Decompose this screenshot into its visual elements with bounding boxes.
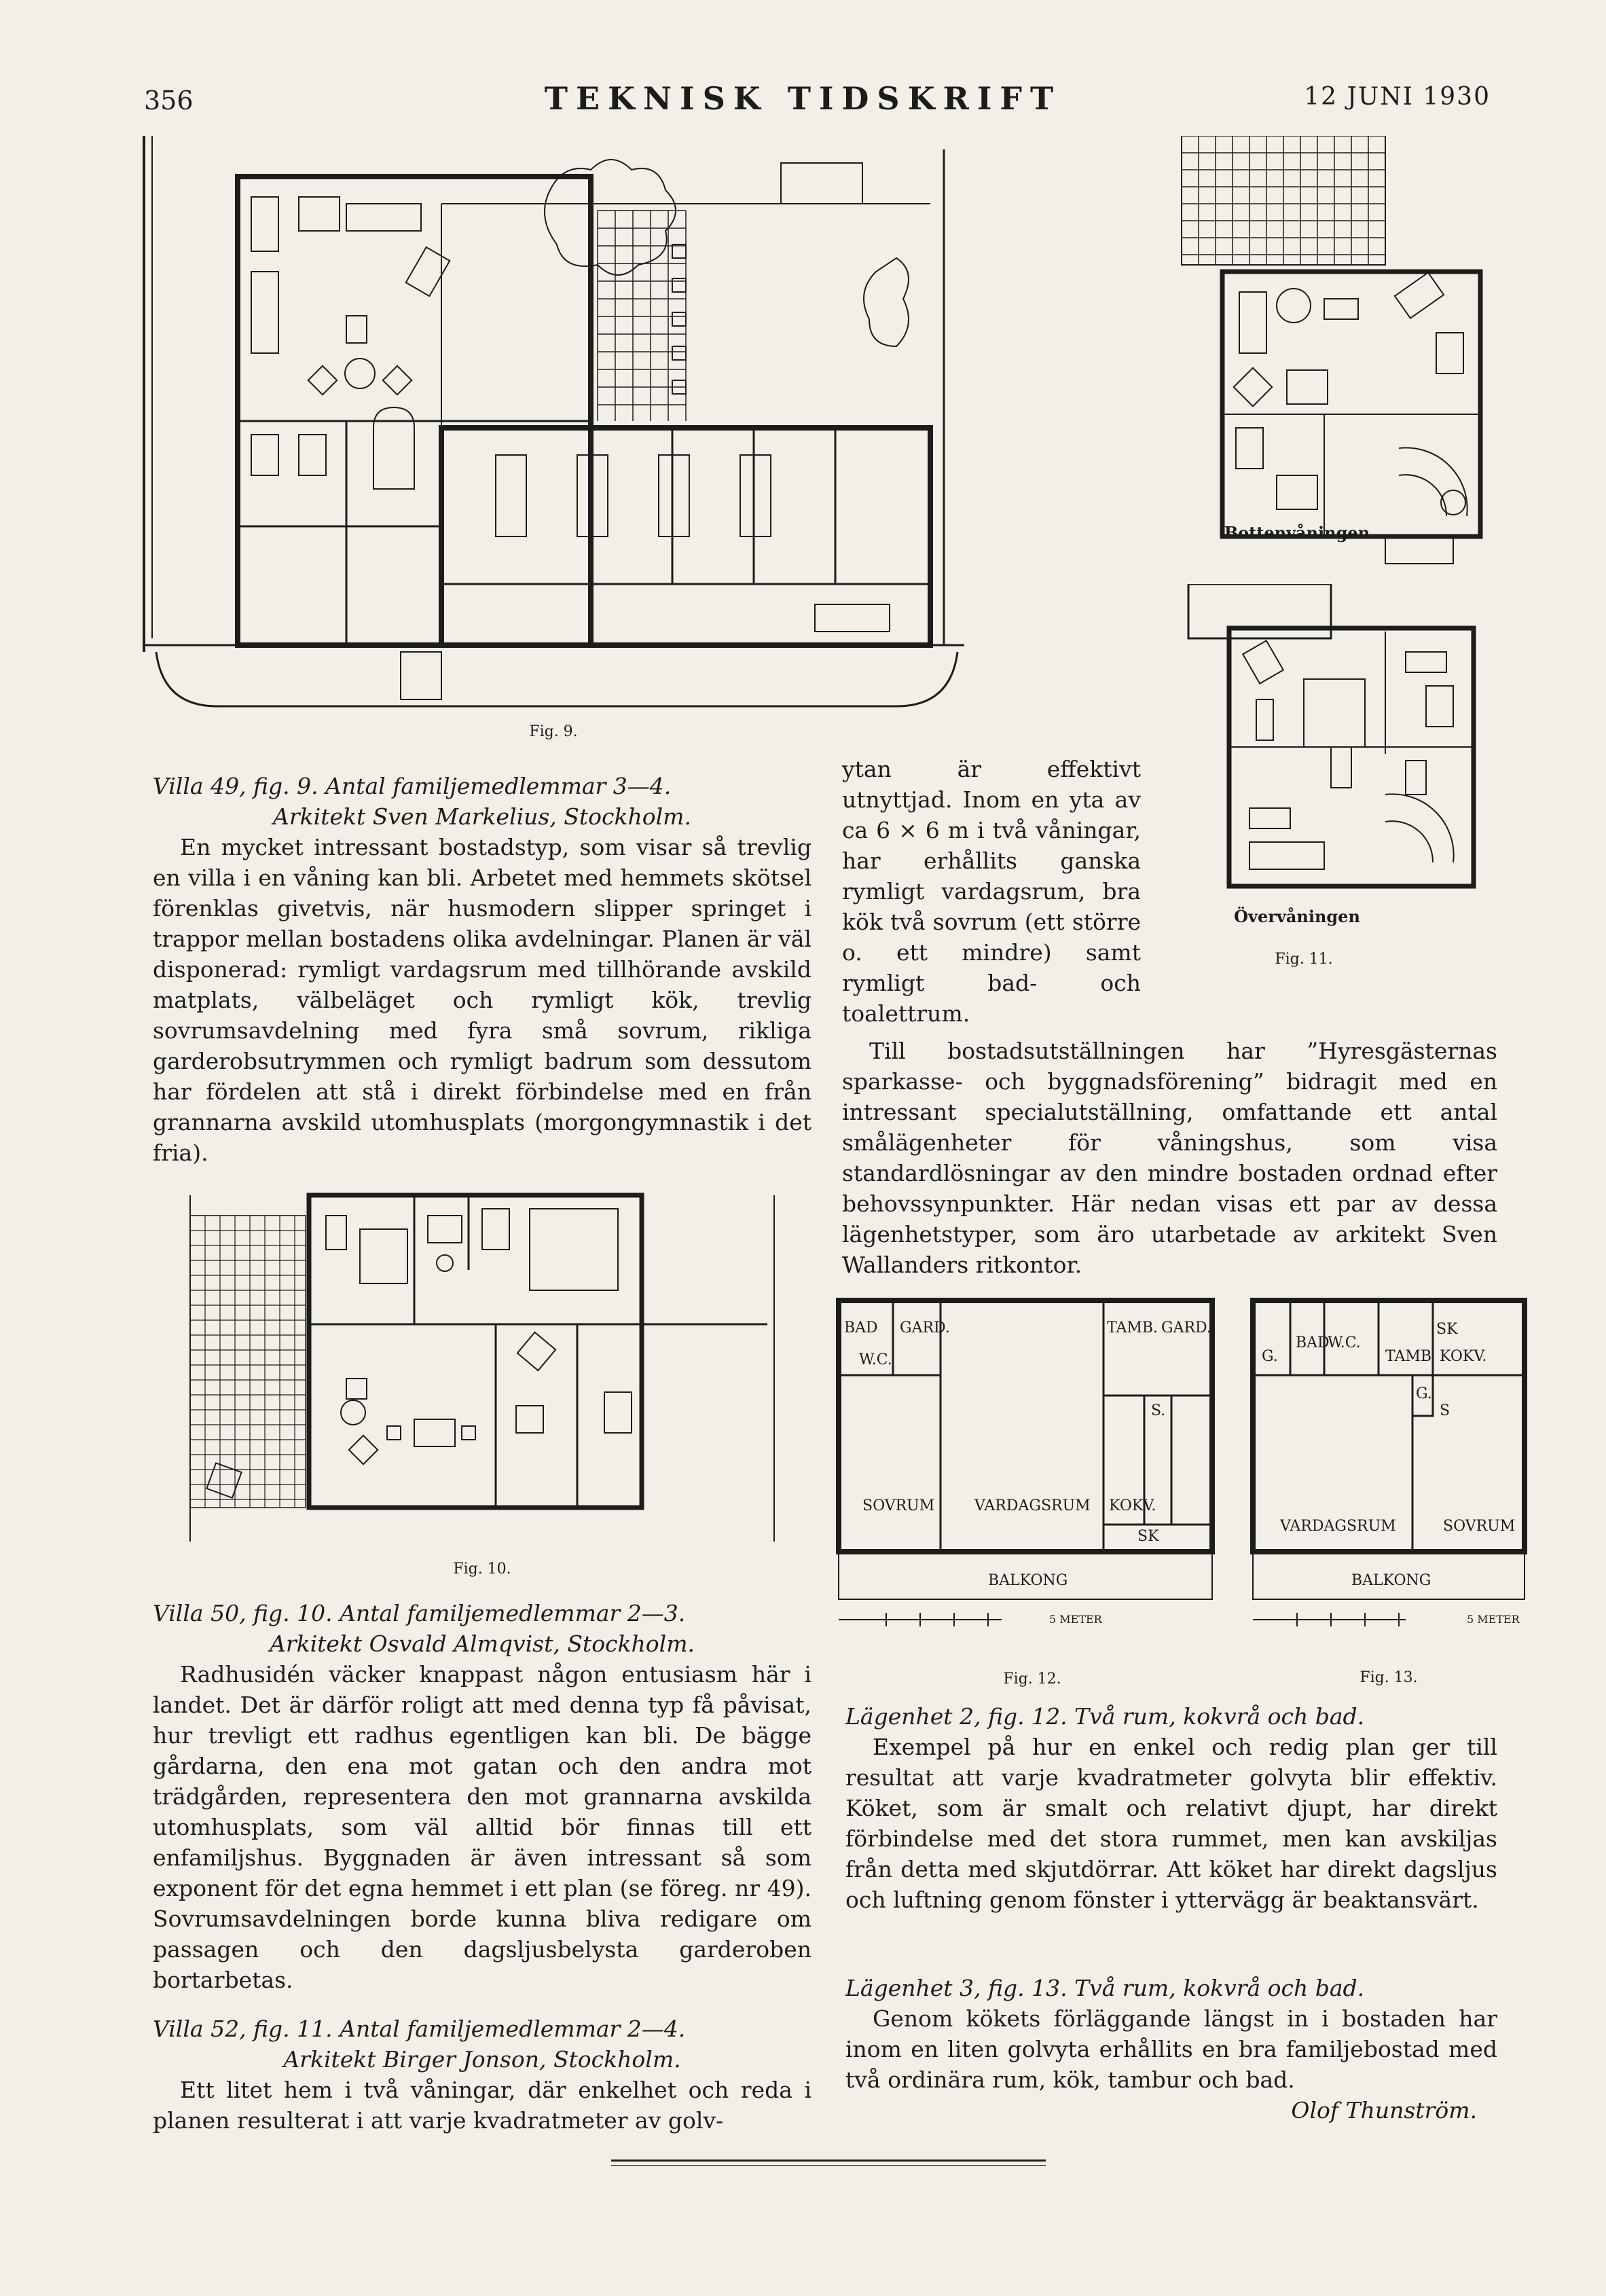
villa52-architect: Arkitekt Birger Jonson, Stockholm.	[283, 2046, 681, 2073]
fig12-room-sovrum: SOVRUM	[862, 1497, 935, 1514]
exhibition-intro-body: Till bostadsutställningen har ”Hyresgästernas sparkasse- och byggnadsförening” bidragit med en intressant specialutställning, omfattande ett antal smålägenheter för våningshus, som visa standardlösningar av den mindre bostaden ordnad efter behovssynpunkter. Här nedan visas ett par av dessa lägenhetstyper, som äro utarbetade av arkitekt Sven Wallanders ritkontor.	[842, 1038, 1497, 1278]
fig10-floor-plan	[183, 1188, 781, 1542]
villa50-heading: Villa 50, fig. 10. Antal familjemedlemmar 2—3.	[153, 1600, 686, 1626]
fig13-room-s: S	[1440, 1402, 1450, 1419]
fig11-caption: Fig. 11.	[1275, 951, 1333, 968]
fig12-room-gard: GARD.	[900, 1319, 950, 1336]
villa50-body: Radhusidén väcker knappast någon entusiasm här i landet. Det är därför roligt att med denna typ få påvisat, hur trevligt ett radhus egentligen kan bli. De bägge gårdarna, den ena mot gatan och den andra mot trädgården, representera den mot grannarna avskilda utomhusplats, som väl alltid bör finnas till ett enfamiljshus. Byggnaden är även intressant så som exponent för det egna hemmet i ett plan (se föreg. nr 49). Sovrumsavdelningen borde kunna bliva redigare om passagen och den dagsljusbelysta garderoben bortarbetas.	[153, 1661, 811, 1993]
fig12-room-labels	[832, 1294, 1219, 1633]
fig10-caption: Fig. 10.	[453, 1561, 511, 1578]
fig11-top-label: Övervåningen	[1234, 907, 1360, 926]
fig11-top-floor-plan	[1182, 584, 1494, 890]
fig13-room-sovrum: SOVRUM	[1443, 1518, 1516, 1535]
fig13-scale-label: 5 METER	[1467, 1613, 1520, 1626]
villa49-heading: Villa 49, fig. 9. Antal familjemedlemmar 3—4.	[153, 773, 672, 799]
villa50-text	[153, 1598, 811, 1995]
journal-title: TEKNISK TIDSKRIFT	[544, 80, 1062, 117]
villa52-text	[153, 2013, 811, 2136]
fig12-balkong: BALKONG	[988, 1572, 1068, 1589]
fig12-room-tamb: TAMB.	[1107, 1319, 1158, 1336]
fig13-room-tamb: TAMB	[1385, 1348, 1432, 1365]
footer-rule-thin	[611, 2165, 1046, 2166]
fig12-room-s: S.	[1151, 1402, 1166, 1419]
fig12-room-wc: W.C.	[859, 1351, 892, 1368]
lagenhet2-heading: Lägenhet 2, fig. 12. Två rum, kokvrå och bad.	[845, 1703, 1365, 1730]
fig13-room-g-2: G.	[1416, 1385, 1432, 1402]
lagenhet2-text	[845, 1701, 1497, 1915]
issue-date: 12 JUNI 1930	[1304, 83, 1491, 111]
lagenhet3-heading: Lägenhet 3, fig. 13. Två rum, kokvrå och bad.	[845, 1975, 1365, 2001]
lagenhet3-body: Genom kökets förläggande längst in i bostaden har inom en liten golvyta erhållits en bra familjebostad med två ordinära rum, kök, tambur och bad.	[845, 2005, 1497, 2093]
fig13-room-sk: SK	[1436, 1321, 1458, 1338]
fig13-room-g: G.	[1262, 1348, 1278, 1365]
fig11-bottom-label: Bottenvåningen	[1224, 523, 1370, 543]
footer-rule	[611, 2160, 1046, 2162]
fig12-room-vardagsrum: VARDAGSRUM	[974, 1497, 1091, 1514]
villa49-body: En mycket intressant bostadstyp, som visar så trevlig en villa i en våning kan bli. Arbetet med hemmets skötsel förenklas givetvis, när husmodern slipper springet i trappor mellan bostadens olika avdelningar. Planen är väl disponerad: rymligt vardagsrum med tillhörande avskild matplats, välbeläget och rymligt kök, trevlig sovrumsavdelning med fyra små sovrum, rikliga garderobsutrymmen och rymligt badrum som dessutom har fördelen att stå i direkt förbindelse med en från grannarna avskild utomhusplats (morgongymnastik i det fria).	[153, 834, 811, 1166]
lagenhet2-body: Exempel på hur en enkel och redig plan ger till resultat att varje kvadratmeter golvyta blir effektiv. Köket, som är smalt och relativt djupt, har direkt förbindelse med det stora rummet, men kan avskiljas från detta med skjutdörrar. Att köket har direkt dagsljus och luftning genom fönster i yttervägg är beaktansvärt.	[845, 1734, 1497, 1913]
fig12-caption: Fig. 12.	[1003, 1671, 1061, 1688]
fig12-room-gard-2: GARD.	[1161, 1319, 1211, 1336]
fig12-scale-label: 5 METER	[1049, 1613, 1102, 1626]
fig9-caption: Fig. 9.	[529, 723, 578, 740]
villa49-architect: Arkitekt Sven Markelius, Stockholm.	[273, 803, 691, 830]
fig13-balkong: BALKONG	[1351, 1572, 1431, 1589]
fig13-room-labels	[1243, 1294, 1535, 1633]
page-header	[0, 73, 1606, 121]
fig12-room-kokv: KOKV.	[1109, 1497, 1156, 1514]
fig12-room-bad: BAD	[844, 1319, 878, 1336]
fig13-room-vardagsrum: VARDAGSRUM	[1280, 1518, 1396, 1535]
fig13-room-kokv: KOKV.	[1440, 1348, 1487, 1365]
villa52-continuation: ytan är effektivt utnyttjad. Inom en yta av ca 6 × 6 m i två våningar, har erhållits ganska rymligt vardagsrum, bra kök två sovrum (ett större o. ett mindre) samt rymligt bad- och toalettrum.	[842, 756, 1141, 1027]
villa50-architect: Arkitekt Osvald Almqvist, Stockholm.	[269, 1630, 695, 1657]
page-number: 356	[144, 86, 194, 115]
exhibition-intro	[842, 1036, 1497, 1280]
fig13-room-bad: BAD	[1296, 1334, 1330, 1351]
villa52-body: Ett litet hem i två våningar, där enkelhet och reda i planen resulterat i att varje kvadratmeter av golv-	[153, 2077, 811, 2134]
article-signature: Olof Thunström.	[1291, 2097, 1477, 2124]
fig13-caption: Fig. 13.	[1359, 1669, 1418, 1686]
fig13-room-wc: W.C.	[1328, 1334, 1361, 1351]
fig11-bottom-floor-plan	[1168, 136, 1494, 570]
villa49-text	[153, 771, 811, 1168]
fig9-floor-plan	[143, 136, 964, 727]
lagenhet3-text	[845, 1973, 1497, 2126]
fig12-room-sk: SK	[1137, 1528, 1159, 1545]
villa52-heading: Villa 52, fig. 11. Antal familjemedlemmar 2—4.	[153, 2016, 686, 2042]
